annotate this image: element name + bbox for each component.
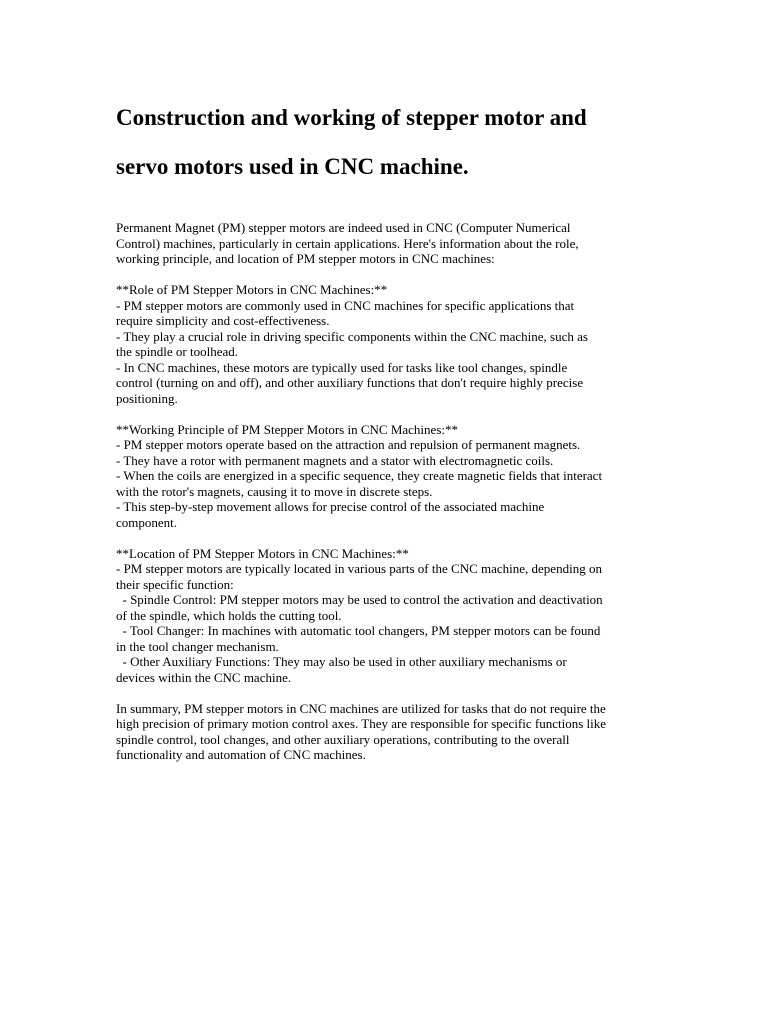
text-line: - PM stepper motors are commonly used in CNC machines for specific applications that [116, 297, 575, 313]
summary-paragraph [116, 701, 656, 763]
text-line: require simplicity and cost-effectiveness. [116, 313, 330, 328]
text-line: - When the coils are energized in a specific sequence, they create magnetic fields that interact [116, 468, 603, 483]
section-heading: **Role of PM Stepper Motors in CNC Machines:** [116, 282, 388, 297]
text-line: their specific function: [116, 576, 234, 592]
text-line: component. [116, 514, 178, 530]
text-line: - They play a crucial role in driving specific components within the CNC machine, such as [116, 328, 588, 344]
document-title [116, 0, 656, 191]
section-heading: **Working Principle of PM Stepper Motors in CNC Machines:** [116, 421, 458, 437]
text-line: - PM stepper motors operate based on the attraction and repulsion of permanent magnets. [116, 437, 581, 452]
text-line: spindle control, tool changes, and other auxiliary operations, contributing to the overall [116, 731, 570, 747]
text-line: Control) machines, particularly in certain applications. Here's information about the role, [116, 235, 579, 251]
text-line: - Spindle Control: PM stepper motors may be used to control the activation and deactivation [116, 592, 603, 607]
text-line: In summary, PM stepper motors in CNC machines are utilized for tasks that do not require the [116, 700, 606, 716]
text-line: positioning. [116, 390, 178, 406]
section-heading: **Location of PM Stepper Motors in CNC Machines:** [116, 545, 409, 561]
text-line: devices within the CNC machine. [116, 669, 292, 685]
text-line: of the spindle, which holds the cutting tool. [116, 607, 342, 623]
text-line: functionality and automation of CNC machines. [116, 747, 366, 762]
role-section [116, 282, 656, 406]
text-line: - Other Auxiliary Functions: They may also be used in other auxiliary mechanisms or [116, 654, 567, 669]
document-body [116, 220, 656, 763]
text-line: - They have a rotor with permanent magnets and a stator with electromagnetic coils. [116, 452, 554, 468]
text-line: - PM stepper motors are typically located in various parts of the CNC machine, depending on [116, 561, 602, 576]
intro-paragraph [116, 220, 656, 267]
text-line: - In CNC machines, these motors are typically used for tasks like tool changes, spindle [116, 359, 568, 375]
text-line: high precision of primary motion control axes. They are responsible for specific functions like [116, 716, 607, 731]
text-line: - Tool Changer: In machines with automatic tool changers, PM stepper motors can be found [116, 623, 601, 638]
text-line: with the rotor's magnets, causing it to move in discrete steps. [116, 483, 433, 499]
text-line: Permanent Magnet (PM) stepper motors are indeed used in CNC (Computer Numerical [116, 220, 571, 235]
working-principle-section [116, 422, 656, 531]
text-line: working principle, and location of PM stepper motors in CNC machines: [116, 251, 495, 266]
text-line: the spindle or toolhead. [116, 344, 239, 359]
document-page [116, 0, 656, 778]
title-line: servo motors used in CNC machine. [116, 154, 469, 179]
text-line: in the tool changer mechanism. [116, 638, 279, 654]
text-line: - This step-by-step movement allows for precise control of the associated machine [116, 499, 545, 514]
title-line: Construction and working of stepper motor and [116, 105, 587, 130]
location-section [116, 546, 656, 686]
text-line: control (turning on and off), and other auxiliary functions that don't require highly precise [116, 375, 584, 390]
